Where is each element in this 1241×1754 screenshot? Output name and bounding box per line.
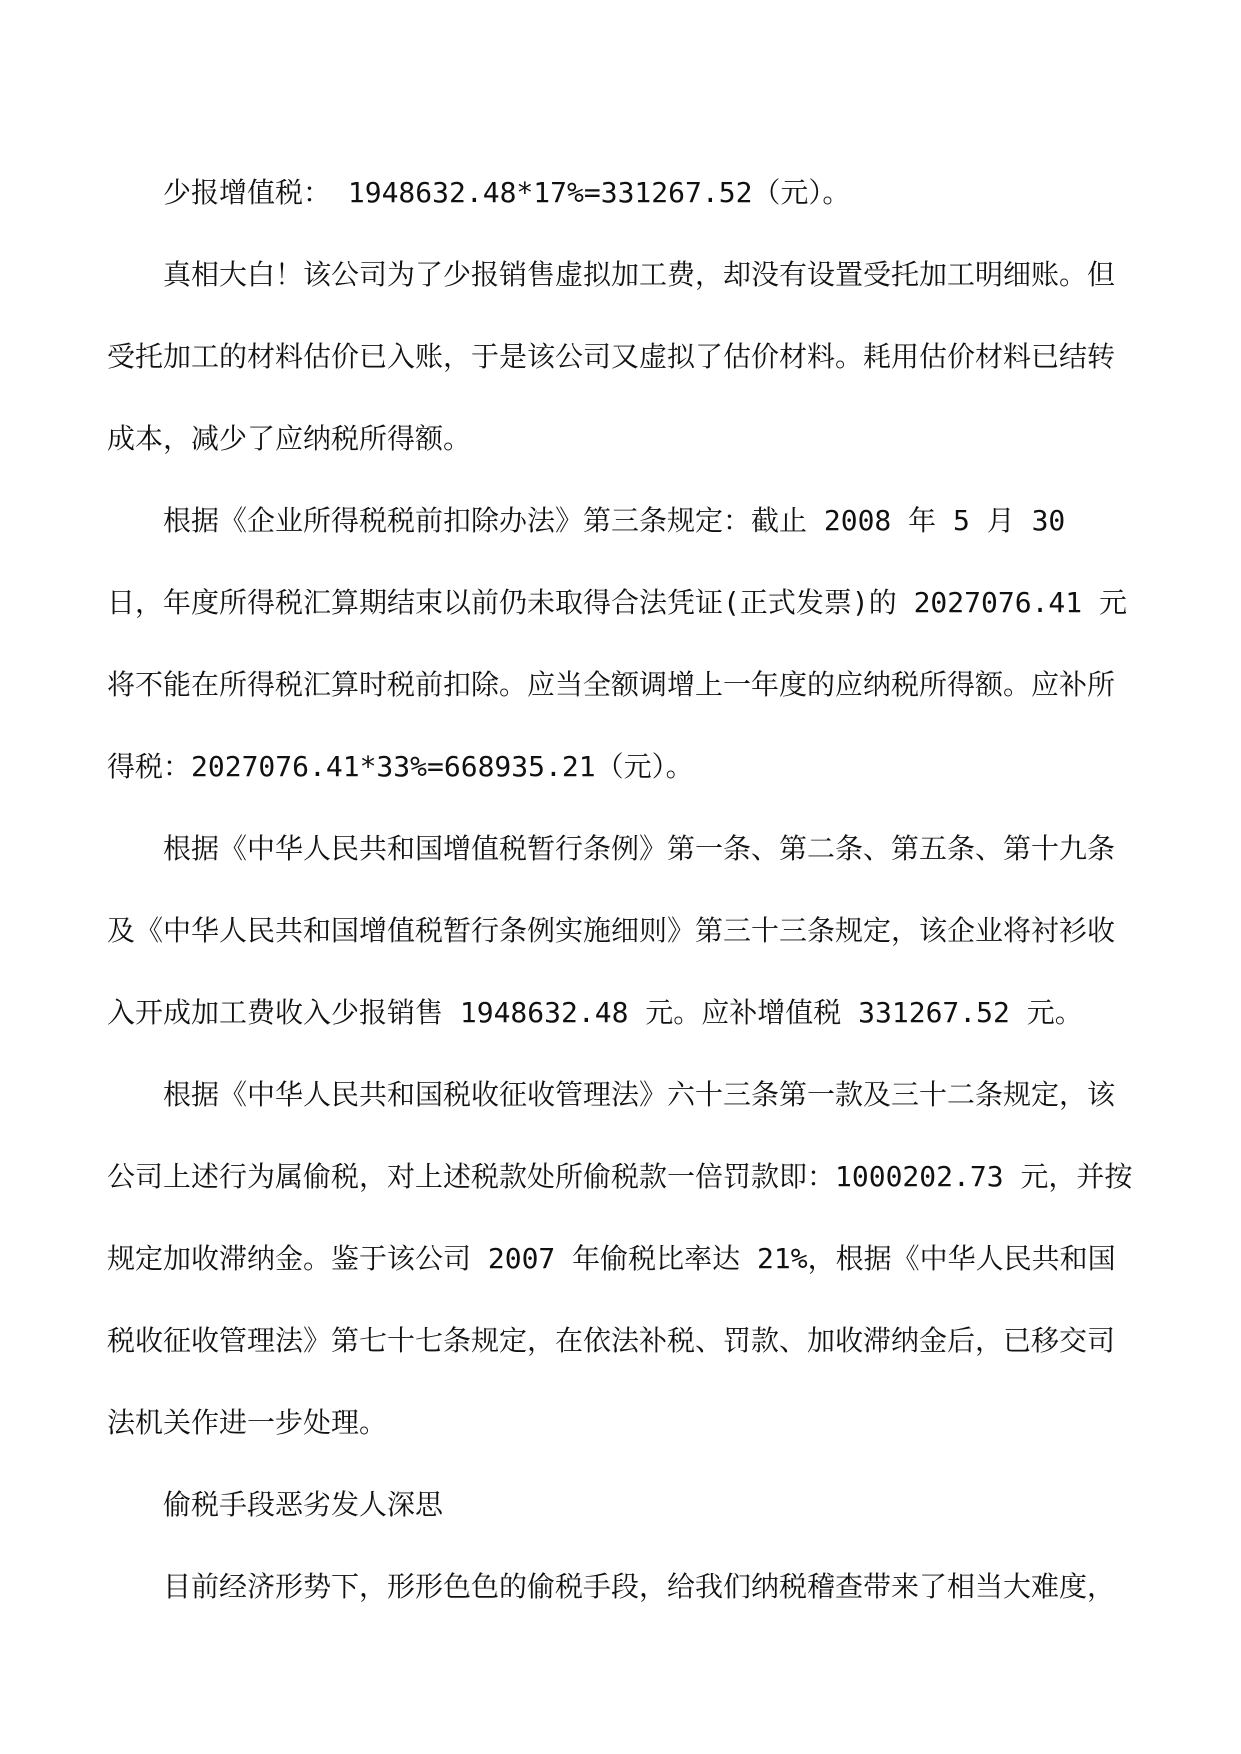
paragraph-vat-regulation: 根据《中华人民共和国增值税暂行条例》第一条、第二条、第五条、第十九条及《中华人民共和国增值税暂行条例实施细则》第三十三条规定，该企业将衬衫收入开成加工费收入少报销售 1948632.48 元。应补增值税 331267.52 元。 bbox=[107, 832, 1116, 1029]
paragraph-income-tax-rule: 根据《企业所得税税前扣除办法》第三条规定：截止 2008 年 5 月 30 日，年度所得税汇算期结束以前仍未取得合法凭证(正式发票)的 2027076.41 元将不能在所得税汇算时税前扣除。应当全额调增上一年度的应纳税所得额。应补所得税：2027076.41*33%=668935.21（元）。 bbox=[107, 504, 1128, 783]
paragraph-penalty: 根据《中华人民共和国税收征收管理法》六十三条第一款及三十二条规定，该公司上述行为属偷税，对上述税款处所偷税款一倍罚款即：1000202.73 元，并按规定加收滞纳金。鉴于该公司 2007 年偷税比率达 21%，根据《中华人民共和国税收征收管理法》第七十七条规定，在依法补税、罚款、加收滞纳金后，已移交司法机关作进一步处理。 bbox=[107, 1078, 1133, 1439]
paragraph-truth-revealed: 真相大白！该公司为了少报销售虚拟加工费，却没有设置受托加工明细账。但受托加工的材料估价已入账，于是该公司又虚拟了估价材料。耗用估价材料已结转成本，减少了应纳税所得额。 bbox=[107, 258, 1116, 455]
document-body bbox=[107, 152, 1137, 1628]
paragraph-vat-underreport: 少报增值税： 1948632.48*17%=331267.52（元）。 bbox=[163, 176, 851, 209]
paragraph-current-situation: 目前经济形势下，形形色色的偷税手段，给我们纳税稽查带来了相当大难度， bbox=[163, 1570, 1116, 1603]
section-heading: 偷税手段恶劣发人深思 bbox=[163, 1488, 444, 1521]
